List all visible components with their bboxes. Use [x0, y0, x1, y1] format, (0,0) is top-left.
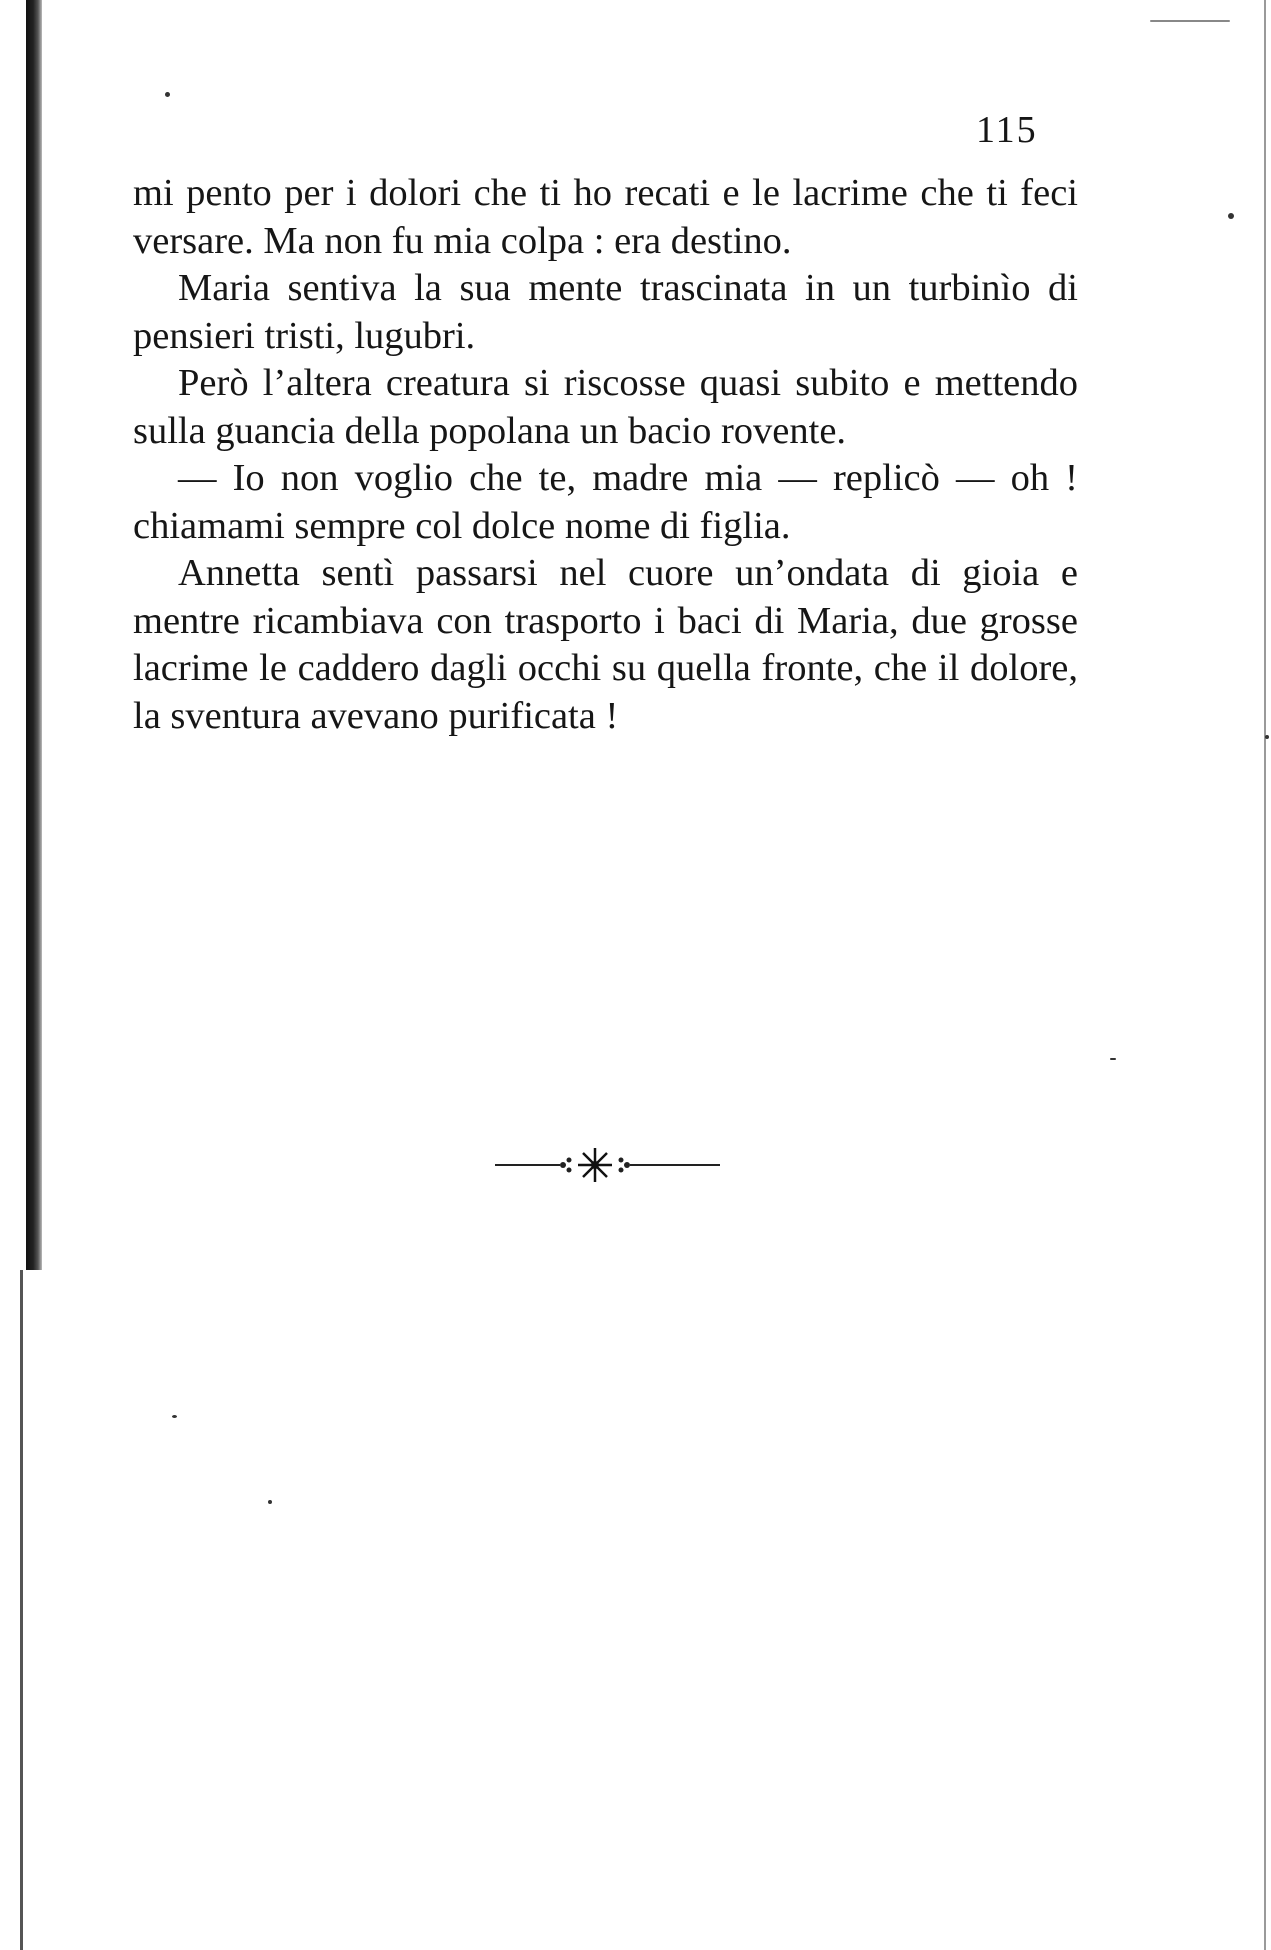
paragraph-3: Però l’altera creatura si riscosse quasi subito e mettendo sulla guancia della popolana un bacio rovente. — [133, 362, 1078, 452]
body-text — [133, 170, 1078, 740]
page-binding-shadow — [26, 0, 42, 1270]
chapter-end-ornament — [495, 1140, 720, 1190]
scan-speck — [1110, 1058, 1116, 1060]
scan-speck — [172, 1415, 177, 1418]
scan-speck — [165, 92, 170, 97]
paragraph-2: Maria sentiva la sua mente trascinata in un turbinìo di pensieri tristi, lugubri. — [133, 267, 1078, 357]
scan-speck — [268, 1500, 272, 1504]
paragraph-5: Annetta sentì passarsi nel cuore un’ondata di gioia e mentre ricambiava con trasporto i baci di Maria, due grosse lacrime le caddero dagli occhi su quella fronte, che il dolore, la sventura avevano purificata ! — [133, 552, 1078, 737]
scan-speck — [1265, 735, 1269, 739]
page-right-edge — [1264, 0, 1266, 1950]
page-number: 115 — [976, 109, 1038, 151]
paragraph-1: mi pento per i dolori che ti ho recati e le lacrime che ti feci versare. Ma non fu mia colpa : era destino. — [133, 172, 1078, 262]
paragraph-4: — Io non voglio che te, madre mia — replicò — oh ! chiamami sempre col dolce nome di figlia. — [133, 457, 1078, 547]
scan-speck — [1228, 213, 1234, 219]
page-binding-edge — [20, 1270, 23, 1950]
scan-speck — [1150, 20, 1230, 22]
